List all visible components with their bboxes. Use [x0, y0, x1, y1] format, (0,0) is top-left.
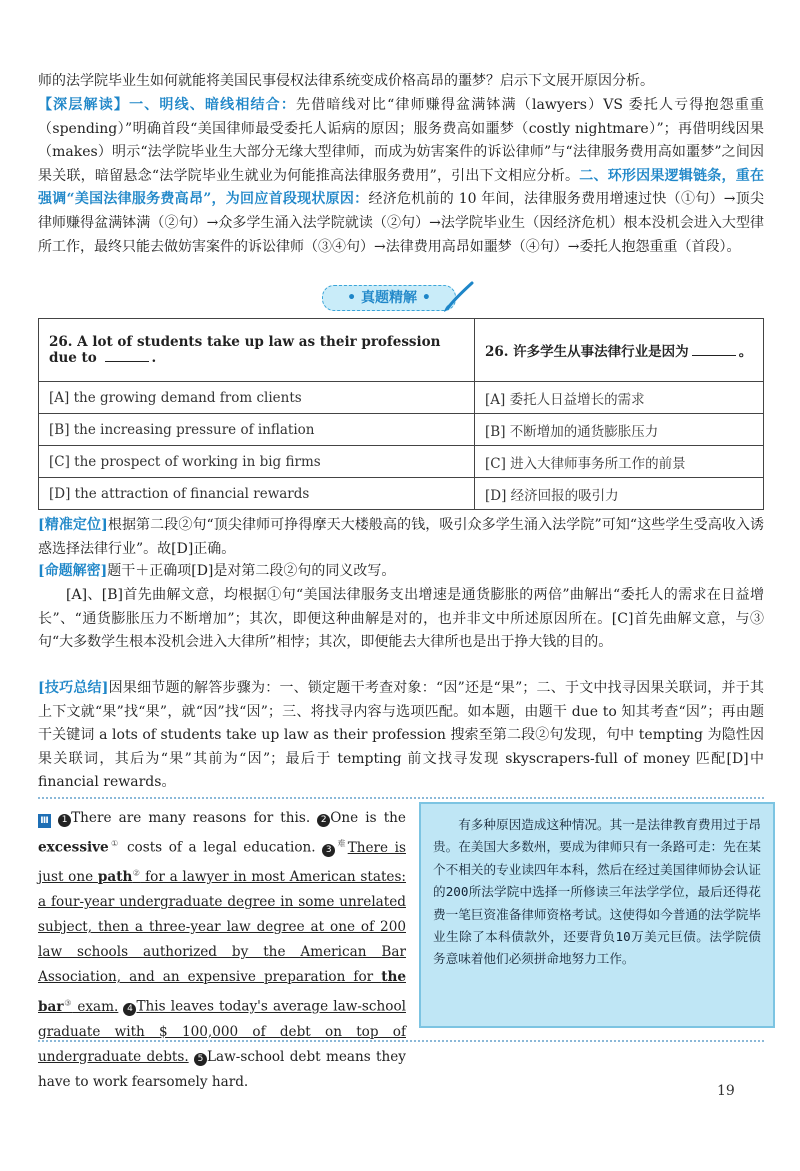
sentence-num-3: 3: [322, 844, 335, 857]
sentence-4: This leaves today's average law-school graduate with $ 100,000 of debt on top of undergraduate debts.: [38, 998, 406, 1065]
option-c-en: [C] the prospect of working in big firms: [39, 446, 475, 478]
sentence-3b: for a lawyer in most American states: a four-year undergraduate degree in some unrelated subject, then a three-year law degree at one of 200 law schools authorized by the American Bar Association, and an expensive preparation for: [38, 869, 407, 986]
vocab-note-2: ②: [132, 868, 141, 878]
paragraph-marker: Ⅲ: [38, 814, 51, 828]
sentence-5: Law-school debt means they have to work fearsomely hard.: [38, 1048, 406, 1090]
skill-body: 因果细节题的解答步骤为：一、锁定题干考查对象：“因”还是“果”；二、于文中找寻因果关联词，并于其上下文就“果”找“果”，就“因”找“因”；三、将找寻内容与选项匹配。如本题，由题干 due to 知其考查“因”；再由题干关键词 a lots of students take up law as their profession 搜索至第二段②句发现，句中 tempting 为隐性因果关联词，其后为“果”其前为“因”；最后于 tempting 前文找寻发现 skyscrapers-full of money 匹配[D]中 financial rewards。: [38, 680, 764, 791]
vocab-excessive: excessive: [38, 839, 109, 856]
option-row-d: [39, 478, 764, 510]
page-number: 19: [717, 1083, 735, 1099]
stem-en-end: .: [151, 350, 157, 366]
option-a-en: [A] the growing demand from clients: [39, 382, 475, 414]
answer-blank-zh: [692, 355, 736, 356]
reading-passage: [38, 806, 406, 1095]
banner-label: • 真题精解 •: [322, 285, 456, 311]
locate-paragraph: [38, 514, 764, 561]
divider-top: [38, 797, 764, 799]
section-banner: [318, 280, 482, 314]
decode-paragraph: [38, 560, 764, 584]
wrong-option-analysis: [A]、[B]首先曲解文意，均根据①句“美国法律服务支出增速是通货膨胀的两倍”曲解出“委托人的需求在日益增长”、“通货膨胀压力不断增加”；其次，即便这种曲解是对的，也并非文中所述原因所在。[C]首先曲解文意，与③句“大多数学生根本没机会进入大律所”相悖；其次，即便能去大律所也是出于挣大钱的目的。: [38, 587, 764, 651]
option-c-zh: [C] 进入大律师事务所工作的前景: [475, 446, 764, 478]
sentence-3c: exam.: [72, 998, 119, 1015]
deep-analysis-label: 【深层解读】: [38, 97, 130, 113]
skill-paragraph: [38, 677, 764, 795]
stem-zh: 26. 许多学生从事法律行业是因为: [485, 344, 689, 360]
stem-zh-cell: [475, 319, 764, 382]
divider-bottom: [38, 1040, 764, 1042]
part1-body: 先借暗线对比“律师赚得盆满钵满（lawyers）VS 委托人亏得抱怨重重（spending）”明确首段“美国律师最受委托人诟病的原因；服务费高如噩梦（costly nightmare）”；再借明线因果（makes）明示“法学院毕业生大部分无缘大型律师，而成为妨害案件的诉讼律师”与“法律服务费用高如噩梦”之间因果关联，暗留悬念“法学院毕业生就业为何能推高法律服务费用”，引出下文相应分析。: [38, 97, 765, 184]
stem-en: 26. A lot of students take up law as their profession due to: [49, 334, 441, 366]
option-a-zh: [A] 委托人日益增长的需求: [475, 382, 764, 414]
sentence-2a: One is the: [330, 810, 406, 826]
locate-label: [精准定位]: [38, 517, 108, 533]
sentence-num-2: 2: [317, 814, 330, 827]
locate-body: 根据第二段②句“顶尖律师可挣得摩天大楼般高的钱，吸引众多学生涌入法学院”可知“这些学生受高收入诱惑选择法律行业”。故[D]正确。: [38, 517, 764, 557]
decode-label: [命题解密]: [38, 563, 108, 579]
part1-heading: 一、明线、暗线相结合：: [129, 97, 297, 113]
option-row-c: [39, 446, 764, 478]
deep-analysis: [38, 94, 764, 259]
option-d-zh: [D] 经济回报的吸引力: [475, 478, 764, 510]
sentence-num-1: 1: [58, 814, 71, 827]
intro-text: 师的法学院毕业生如何就能将美国民事侵权法律系统变成价格高昂的噩梦？启示下文展开原因分析。: [38, 73, 654, 89]
part2-body: 经济危机前的 10 年间，法律服务费用增速过快（①句）→顶尖律师赚得盆满钵满（②句）→众多学生涌入法学院就读（②句）→法学院毕业生（因经济危机）根本没机会进入大型律所工作，最终只能去做妨害案件的诉讼律师（③④句）→法律费用高昂如噩梦（④句）→委托人抱怨重重（首段）。: [38, 191, 764, 255]
vocab-path: path: [97, 869, 133, 886]
option-row-b: [39, 414, 764, 446]
question-stem-row: [39, 319, 764, 382]
stem-en-cell: [39, 319, 475, 382]
sentence-2b: costs of a legal education.: [120, 839, 316, 856]
sentence-1: There are many reasons for this.: [71, 810, 311, 826]
question-table: [38, 318, 764, 510]
sentence-3a: There is just one: [38, 839, 406, 886]
option-row-a: [39, 382, 764, 414]
brush-icon: [442, 280, 476, 314]
option-b-zh: [B] 不断增加的通货膨胀压力: [475, 414, 764, 446]
difficult-mark: 难: [335, 839, 348, 848]
part2-heading: 二、环形因果逻辑链条，重在强调“美国法律服务费高昂”，为回应首段现状原因：: [38, 167, 764, 208]
decode-body: 题干＋正确项[D]是对第二段②句的同义改写。: [107, 563, 396, 579]
sentence-num-5: 5: [194, 1053, 207, 1066]
vocab-note-1: ①: [108, 839, 121, 848]
vocab-note-3: ③: [63, 998, 73, 1008]
vocab-the-bar: the bar: [38, 969, 406, 1015]
translation-box: 有多种原因造成这种情况。其一是法律教育费用过于昂贵。在美国大多数州，要成为律师只有一条路可走：先在某个不相关的专业读四年本科，然后在经过美国律师协会认证的200所法学院中选择一所修读三年法学学位，最后还得花费一笔巨资准备律师资格考试。这使得如今普通的法学院毕业生除了本科债款外，还要背负10万美元巨债。法学院债务意味着他们必须拼命地努力工作。: [419, 802, 775, 1028]
option-d-en: [D] the attraction of financial rewards: [39, 478, 475, 510]
stem-zh-end: 。: [738, 344, 753, 360]
option-b-en: [B] the increasing pressure of inflation: [39, 414, 475, 446]
intro-line: [38, 70, 764, 94]
answer-blank: [105, 361, 149, 362]
skill-label: [技巧总结]: [38, 680, 109, 696]
sentence-3: [38, 840, 406, 1015]
sentence-num-4: 4: [123, 1003, 136, 1016]
